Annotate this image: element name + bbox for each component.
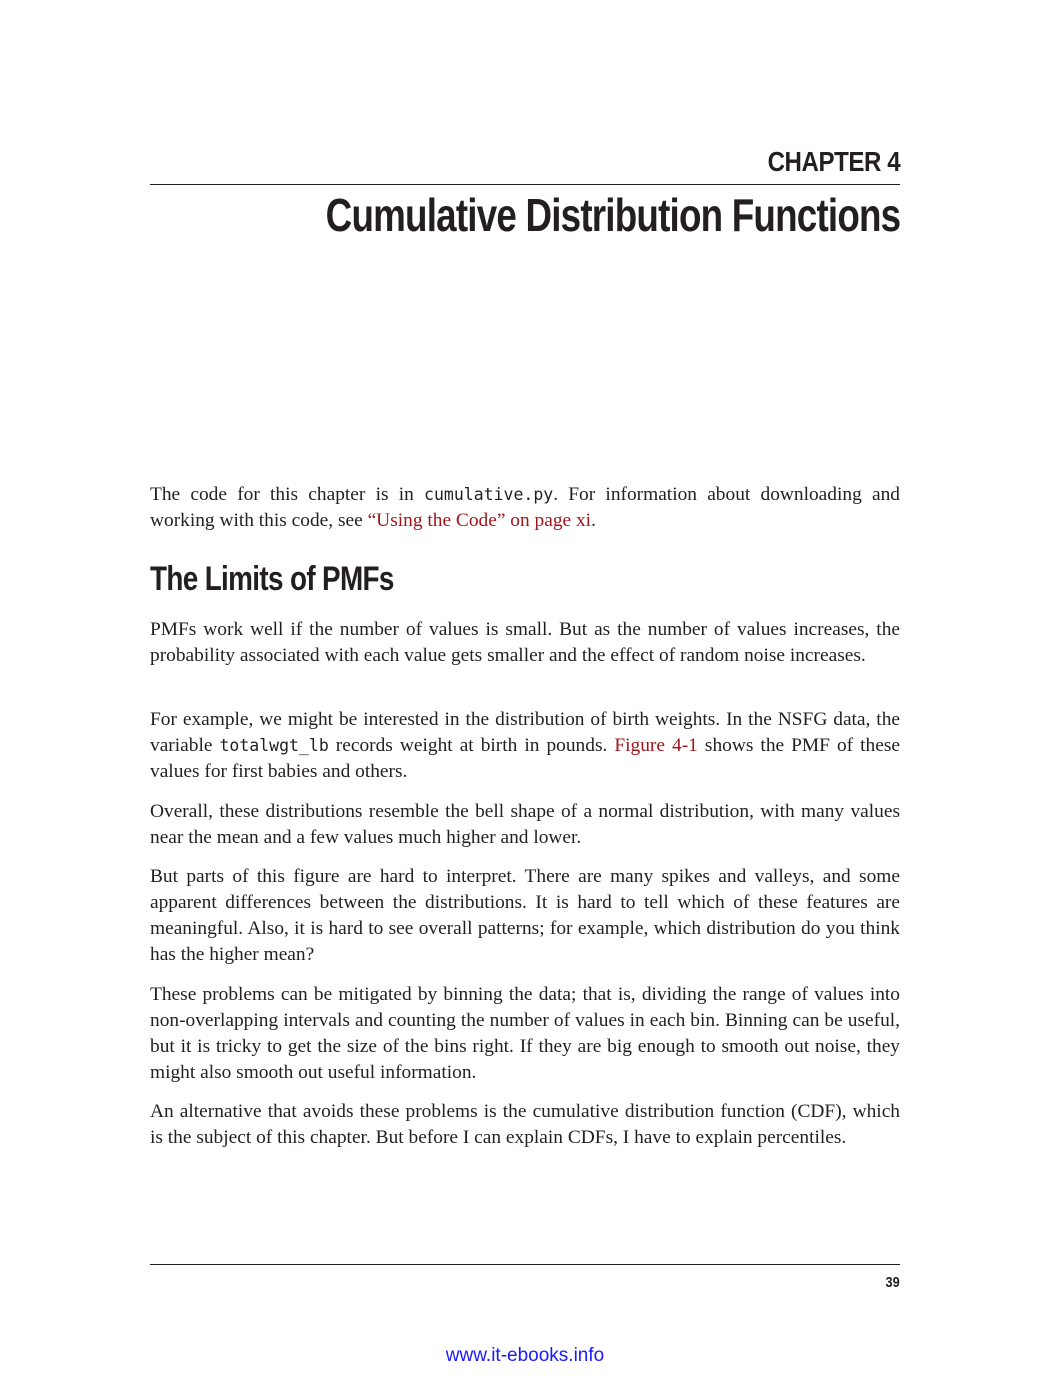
p2-part3: shows the PMF of these values for first babies and others.: [150, 735, 901, 782]
chapter-title: Cumulative Distribution Functions: [325, 189, 900, 241]
chapter-divider: [150, 184, 900, 185]
paragraph-bell-shape: Overall, these distributions resemble the bell shape of a normal distribution, with many values near the mean and a few values much higher and lower.: [150, 801, 900, 848]
watermark-link[interactable]: www.it-ebooks.info: [445, 1345, 605, 1366]
using-the-code-link[interactable]: “Using the Code” on page xi: [367, 510, 592, 531]
paragraph-birth-weights: [150, 707, 900, 785]
paragraph-pmf-limits: PMFs work well if the number of values is small. But as the number of values increases, the probability associated with each value gets smaller and the effect of random noise increases.: [150, 619, 900, 666]
intro-paragraph: [150, 482, 900, 534]
p2-part2: records weight at birth in pounds.: [328, 735, 615, 756]
figure-4-1-link[interactable]: Figure 4-1: [614, 735, 698, 756]
code-variable: totalwgt_lb: [219, 736, 329, 755]
paragraph-cdf-alternative: An alternative that avoids these problems is the cumulative distribution function (CDF), which is the subject of this chapter. But before I can explain CDFs, I have to explain percentiles.: [150, 1101, 900, 1148]
paragraph-hard-to-interpret: But parts of this figure are hard to interpret. There are many spikes and valleys, and some apparent differences between the distributions. It is hard to tell which of these features are meaningful. Also, it is hard to see overall patterns; for example, which distribution do you think has the higher mean?: [150, 866, 900, 965]
footer-divider: [150, 1264, 900, 1265]
p2-part1: For example, we might be interested in the distribution of birth weights. In the NSFG data, the variable: [150, 709, 900, 756]
intro-middle: . For information about downloading and working with this code, see: [150, 484, 900, 531]
paragraph-binning: These problems can be mitigated by binning the data; that is, dividing the range of values into non-overlapping intervals and counting the number of values in each bin. Binning can be useful, but it is tricky to get the size of the bins right. If they are big enough to smooth out noise, they might also smooth out useful information.: [150, 984, 900, 1083]
section-heading: The Limits of PMFs: [150, 560, 394, 598]
code-filename: cumulative.py: [424, 485, 554, 504]
page-number: 39: [885, 1274, 900, 1291]
intro-prefix: The code for this chapter is in: [150, 484, 425, 505]
intro-suffix: .: [591, 510, 596, 531]
chapter-label: CHAPTER 4: [767, 146, 900, 177]
